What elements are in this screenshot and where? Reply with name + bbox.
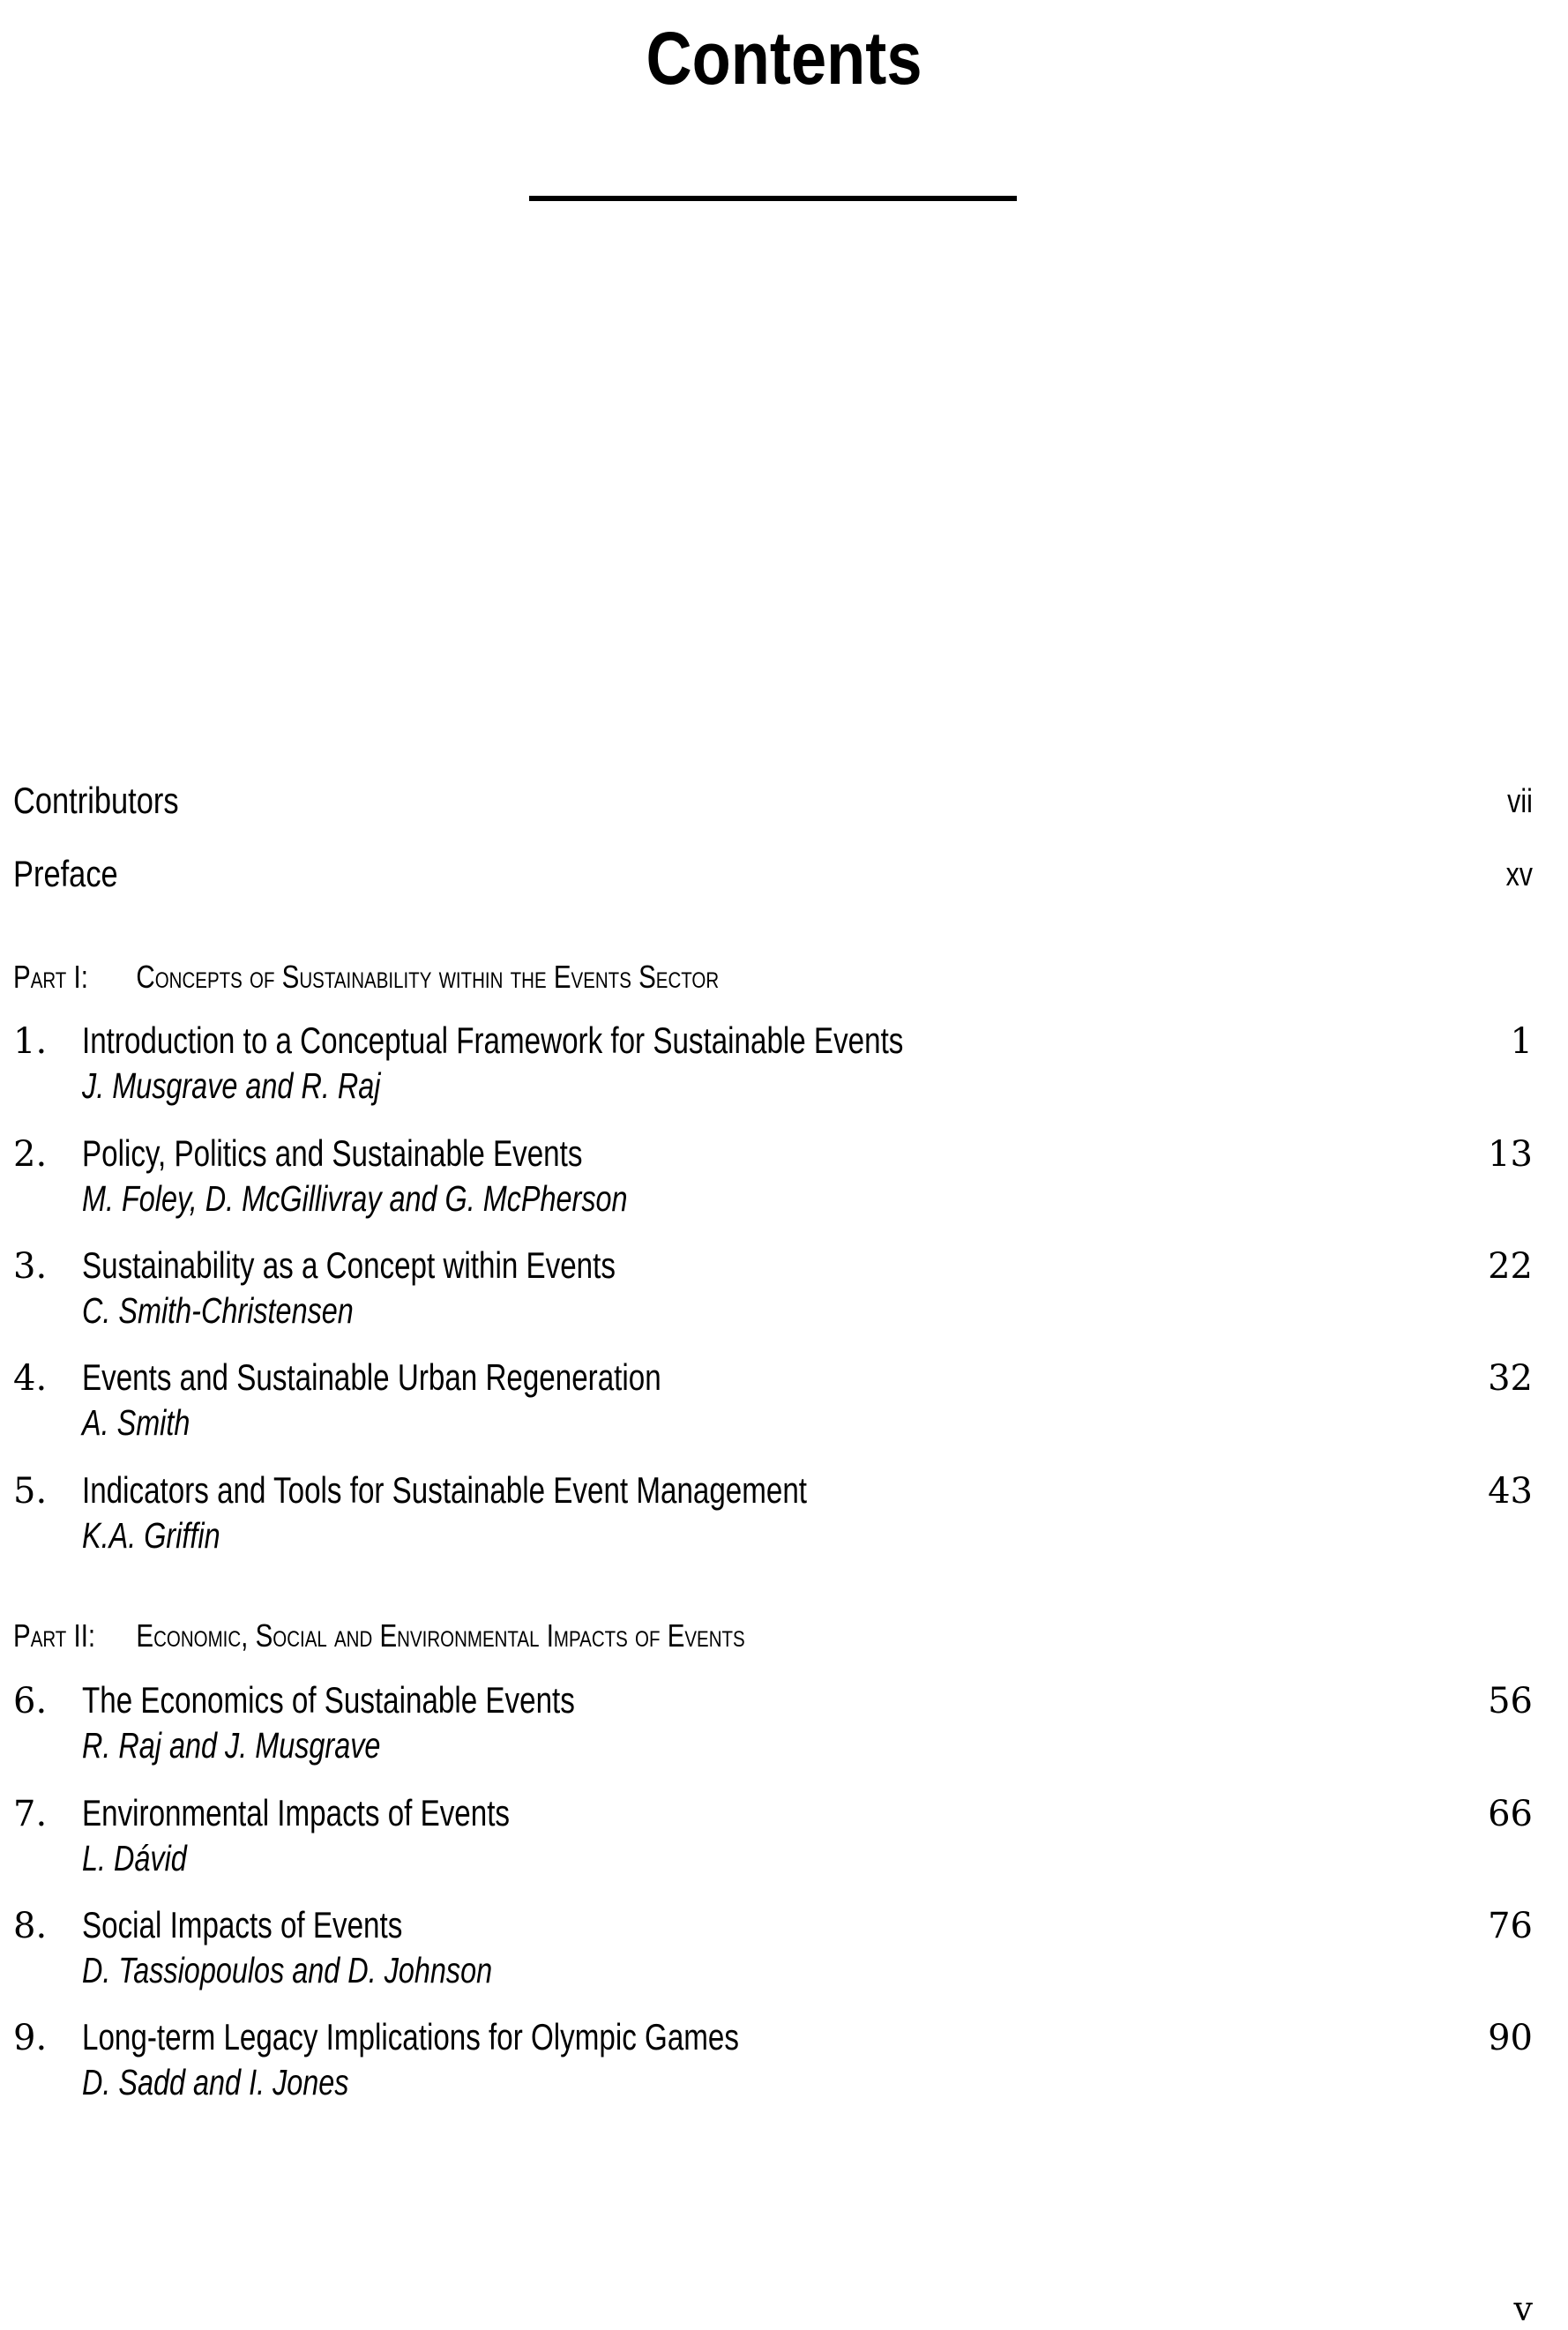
page-number: vii: [1507, 783, 1533, 820]
page-folio: v: [1513, 2289, 1533, 2328]
chapter-authors: J. Musgrave and R. Raj: [82, 1065, 381, 1106]
chapter-title: Events and Sustainable Urban Regeneration: [82, 1356, 661, 1398]
page-number: 90: [1488, 2018, 1533, 2058]
page-number: xv: [1505, 856, 1533, 893]
chapter-number: 9.: [13, 2018, 48, 2058]
chapter-number: 1.: [13, 1021, 48, 1062]
page-number: 22: [1488, 1246, 1533, 1287]
chapter-authors: D. Tassiopoulos and D. Johnson: [82, 1950, 493, 1990]
part-heading: [13, 959, 719, 996]
page-number: 76: [1488, 1906, 1533, 1946]
page-number: 1: [1510, 1021, 1533, 1062]
chapter-number: 8.: [13, 1906, 48, 1946]
part-heading: [13, 1617, 745, 1654]
chapter-title: Social Impacts of Events: [82, 1904, 403, 1945]
chapter-number: 2.: [13, 1134, 48, 1175]
part-label: Part I:: [13, 959, 88, 995]
chapter-authors: M. Foley, D. McGillivray and G. McPherson: [82, 1178, 628, 1219]
chapter-authors: R. Raj and J. Musgrave: [82, 1725, 381, 1766]
chapter-title: Environmental Impacts of Events: [82, 1792, 511, 1833]
page-number: 66: [1488, 1794, 1533, 1834]
chapter-number: 5.: [13, 1471, 48, 1512]
chapter-authors: D. Sadd and I. Jones: [82, 2062, 349, 2102]
chapter-number: 7.: [13, 1794, 48, 1834]
part-title: Economic, Social and Environmental Impacts of Events: [136, 1617, 745, 1654]
front-matter-label: Contributors: [13, 780, 179, 821]
chapter-authors: L. Dávid: [82, 1838, 187, 1878]
page-number: 13: [1488, 1134, 1533, 1175]
chapter-number: 3.: [13, 1246, 48, 1287]
page-number: 43: [1488, 1471, 1533, 1512]
page-number: 56: [1488, 1681, 1533, 1721]
page-title: Contents: [646, 17, 922, 100]
chapter-title: Introduction to a Conceptual Framework for Sustainable Events: [82, 1019, 904, 1061]
chapter-title: Indicators and Tools for Sustainable Event Management: [82, 1469, 808, 1511]
part-title: Concepts of Sustainability within the Events Sector: [136, 959, 720, 995]
chapter-authors: A. Smith: [82, 1402, 190, 1443]
chapter-authors: K.A. Griffin: [82, 1515, 220, 1556]
page-number: 32: [1488, 1358, 1533, 1399]
chapter-number: 6.: [13, 1681, 48, 1721]
chapter-title: Long-term Legacy Implications for Olympic Games: [82, 2016, 739, 2057]
chapter-authors: C. Smith-Christensen: [82, 1290, 354, 1331]
part-label: Part II:: [13, 1617, 96, 1654]
chapter-title: Policy, Politics and Sustainable Events: [82, 1132, 583, 1174]
chapter-title: Sustainability as a Concept within Events: [82, 1244, 616, 1286]
title-rule-divider: [529, 196, 1017, 201]
chapter-number: 4.: [13, 1358, 48, 1399]
front-matter-label: Preface: [13, 853, 118, 894]
chapter-title: The Economics of Sustainable Events: [82, 1679, 575, 1721]
